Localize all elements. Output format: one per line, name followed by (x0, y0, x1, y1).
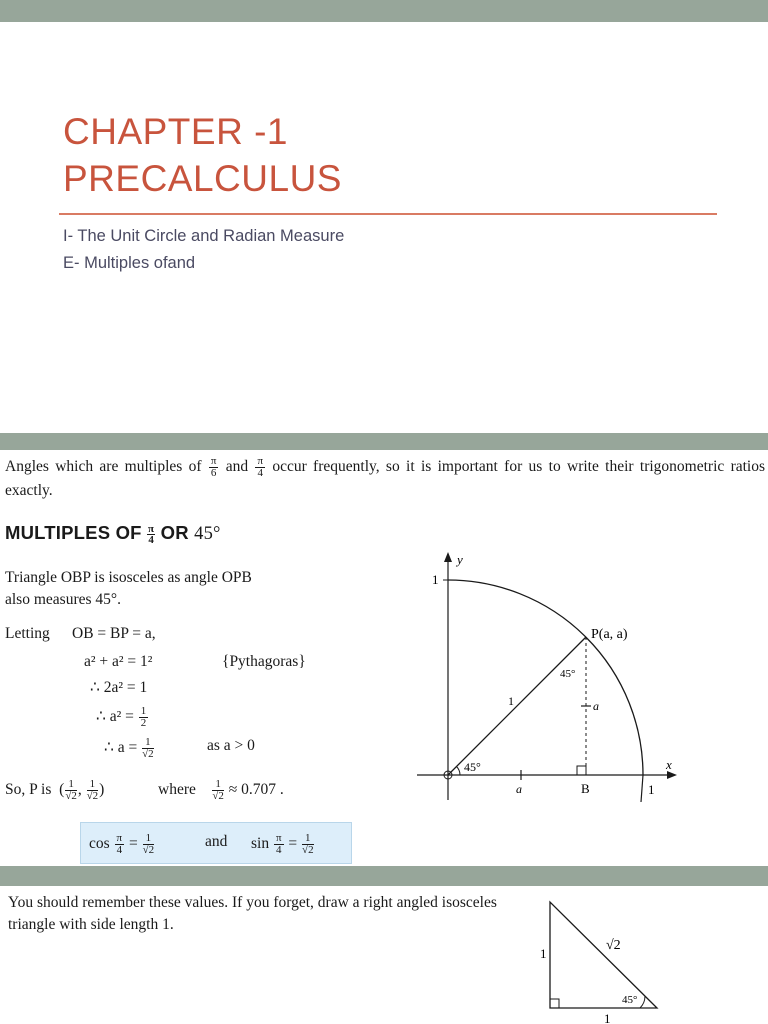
b-label: B (581, 781, 590, 796)
slide-divider-1 (0, 433, 768, 450)
and-word: and (205, 833, 228, 850)
pythagoras-note: {Pythagoras} (222, 653, 306, 670)
frac-den: 4 (257, 466, 263, 479)
one-over-root2-fraction (142, 737, 154, 760)
arc-extension (641, 775, 643, 802)
right-triangle-diagram (530, 896, 670, 1024)
so-p-is: So, P is (5, 781, 52, 799)
p-coordinates: So, P is ( $\frac{1}{√2}$ , $\frac{1}{√2}$ ) (5, 778, 105, 802)
frac-num: π (275, 832, 282, 844)
frac-den: 2 (140, 717, 147, 729)
frac-num: 1 (65, 779, 77, 791)
coord-x-fraction (65, 779, 77, 802)
multiples-slide (0, 450, 768, 866)
heading-pi-over-4 (147, 524, 155, 545)
frac-den: 4 (116, 844, 123, 856)
intro-text-b: occur frequently, so it is important for us to write their trigonometric ratios exactly. (5, 458, 765, 499)
x-axis-label: x (666, 757, 672, 772)
angle-label: 45° (622, 994, 638, 1006)
approx-text: ≈ 0.707 . (228, 781, 284, 799)
x-axis-arrow-icon (667, 771, 677, 779)
heading-or: OR (160, 522, 189, 543)
intro-paragraph (5, 455, 765, 503)
frac-den: √2 (142, 748, 154, 760)
approx-fraction (212, 779, 224, 802)
one-over-root2-fraction (302, 833, 314, 856)
y-axis-label: y (457, 552, 463, 567)
slide-divider-2 (0, 866, 768, 886)
cos-label: cos (89, 835, 110, 853)
as-a-positive: as a > 0 (207, 737, 255, 754)
isosceles-text-1: Triangle OBP is isosceles as angle OPB (5, 569, 252, 586)
frac-den: √2 (65, 790, 77, 802)
pi-over-4-fraction (255, 456, 265, 479)
frac-den: 6 (210, 466, 217, 479)
heading-prefix: MULTIPLES OF (5, 522, 142, 543)
heading-degrees: 45° (194, 524, 221, 544)
radius-op (448, 637, 586, 775)
eq-a-squared (96, 706, 149, 729)
frac-num: π (257, 454, 264, 467)
sin-label: sin (251, 835, 270, 853)
cos-result: cos $\frac{\pi}{4}$ = $\frac{1}{√2}$ (89, 832, 155, 856)
subtitle-line2: E- Multiples ofand (63, 254, 196, 272)
eq-a-text: ∴ a = (104, 739, 138, 757)
where-word: where (158, 781, 196, 799)
angle-p-label: 45° (560, 668, 576, 680)
pi-over-6-fraction (209, 456, 219, 479)
left-side-label: 1 (540, 946, 547, 961)
eq-a2-text: ∴ a² = (96, 708, 134, 726)
frac-den: 4 (148, 533, 155, 546)
hypotenuse-label: √2 (606, 938, 621, 953)
chapter-title (63, 108, 342, 202)
frac-den: √2 (212, 790, 224, 802)
frac-num: 1 (87, 779, 99, 791)
x-one-label: 1 (648, 782, 655, 797)
frac-den: 4 (276, 844, 282, 856)
remember-text: You should remember these values. If you forget, draw a right angled isosceles triangle with side length 1. (8, 894, 497, 933)
frac-den: √2 (86, 790, 99, 802)
approx-value (158, 779, 284, 802)
letting-label: Letting (5, 625, 50, 642)
frac-num: π (148, 522, 155, 535)
chapter-title-line2: PRECALCULUS (63, 158, 342, 199)
eq-letting: OB = BP = a, (72, 625, 156, 642)
frac-den: √2 (142, 844, 155, 856)
bottom-side-label: 1 (604, 1011, 611, 1024)
radius-label: 1 (508, 694, 514, 708)
coord-y-fraction (87, 779, 99, 802)
a-axis-label: a (516, 782, 522, 796)
isosceles-text-2: also measures 45°. (5, 591, 121, 608)
section-heading (5, 522, 221, 545)
chapter-title-line1: CHAPTER -1 (63, 111, 288, 152)
frac-num: 1 (302, 833, 314, 845)
cos-sin-result-box (80, 822, 352, 864)
pi-over-4-fraction (115, 833, 125, 856)
eq-pythagoras: a² + a² = 1² (84, 653, 153, 670)
angle-arc (640, 996, 645, 1008)
frac-num: 1 (143, 833, 155, 845)
right-triangle (550, 902, 657, 1008)
frac-num: 1 (142, 737, 154, 749)
a-vertical-label: a (593, 699, 599, 713)
eq-a (104, 737, 155, 760)
title-underline (59, 213, 717, 215)
slide-divider-top (0, 0, 768, 22)
point-p-label: P(a, a) (591, 627, 628, 642)
eq-2a2: ∴ 2a² = 1 (90, 679, 148, 696)
frac-den: √2 (302, 844, 314, 856)
frac-num: 1 (140, 705, 147, 717)
remember-slide (0, 886, 768, 1024)
title-slide (0, 22, 768, 433)
one-half-fraction (139, 706, 149, 729)
one-over-root2-fraction (143, 833, 155, 856)
unit-circle-diagram (405, 540, 685, 810)
frac-num: 1 (212, 779, 224, 791)
pi-over-4-fraction (274, 833, 284, 856)
angle-origin-label: 45° (464, 760, 481, 774)
frac-num: π (116, 832, 123, 844)
right-angle-marker (550, 999, 559, 1008)
intro-text-a: Angles which are multiples of (5, 458, 202, 475)
frac-num: π (210, 454, 217, 467)
subtitle-line1: I- The Unit Circle and Radian Measure (63, 227, 345, 245)
y-one-label: 1 (432, 572, 439, 587)
origin-angle-arc (457, 767, 461, 776)
intro-text-and: and (225, 458, 249, 475)
right-angle-marker (577, 766, 586, 775)
y-axis-arrow-icon (444, 552, 452, 562)
sin-result: sin $\frac{\pi}{4}$ = $\frac{1}{√2}$ (251, 832, 314, 856)
